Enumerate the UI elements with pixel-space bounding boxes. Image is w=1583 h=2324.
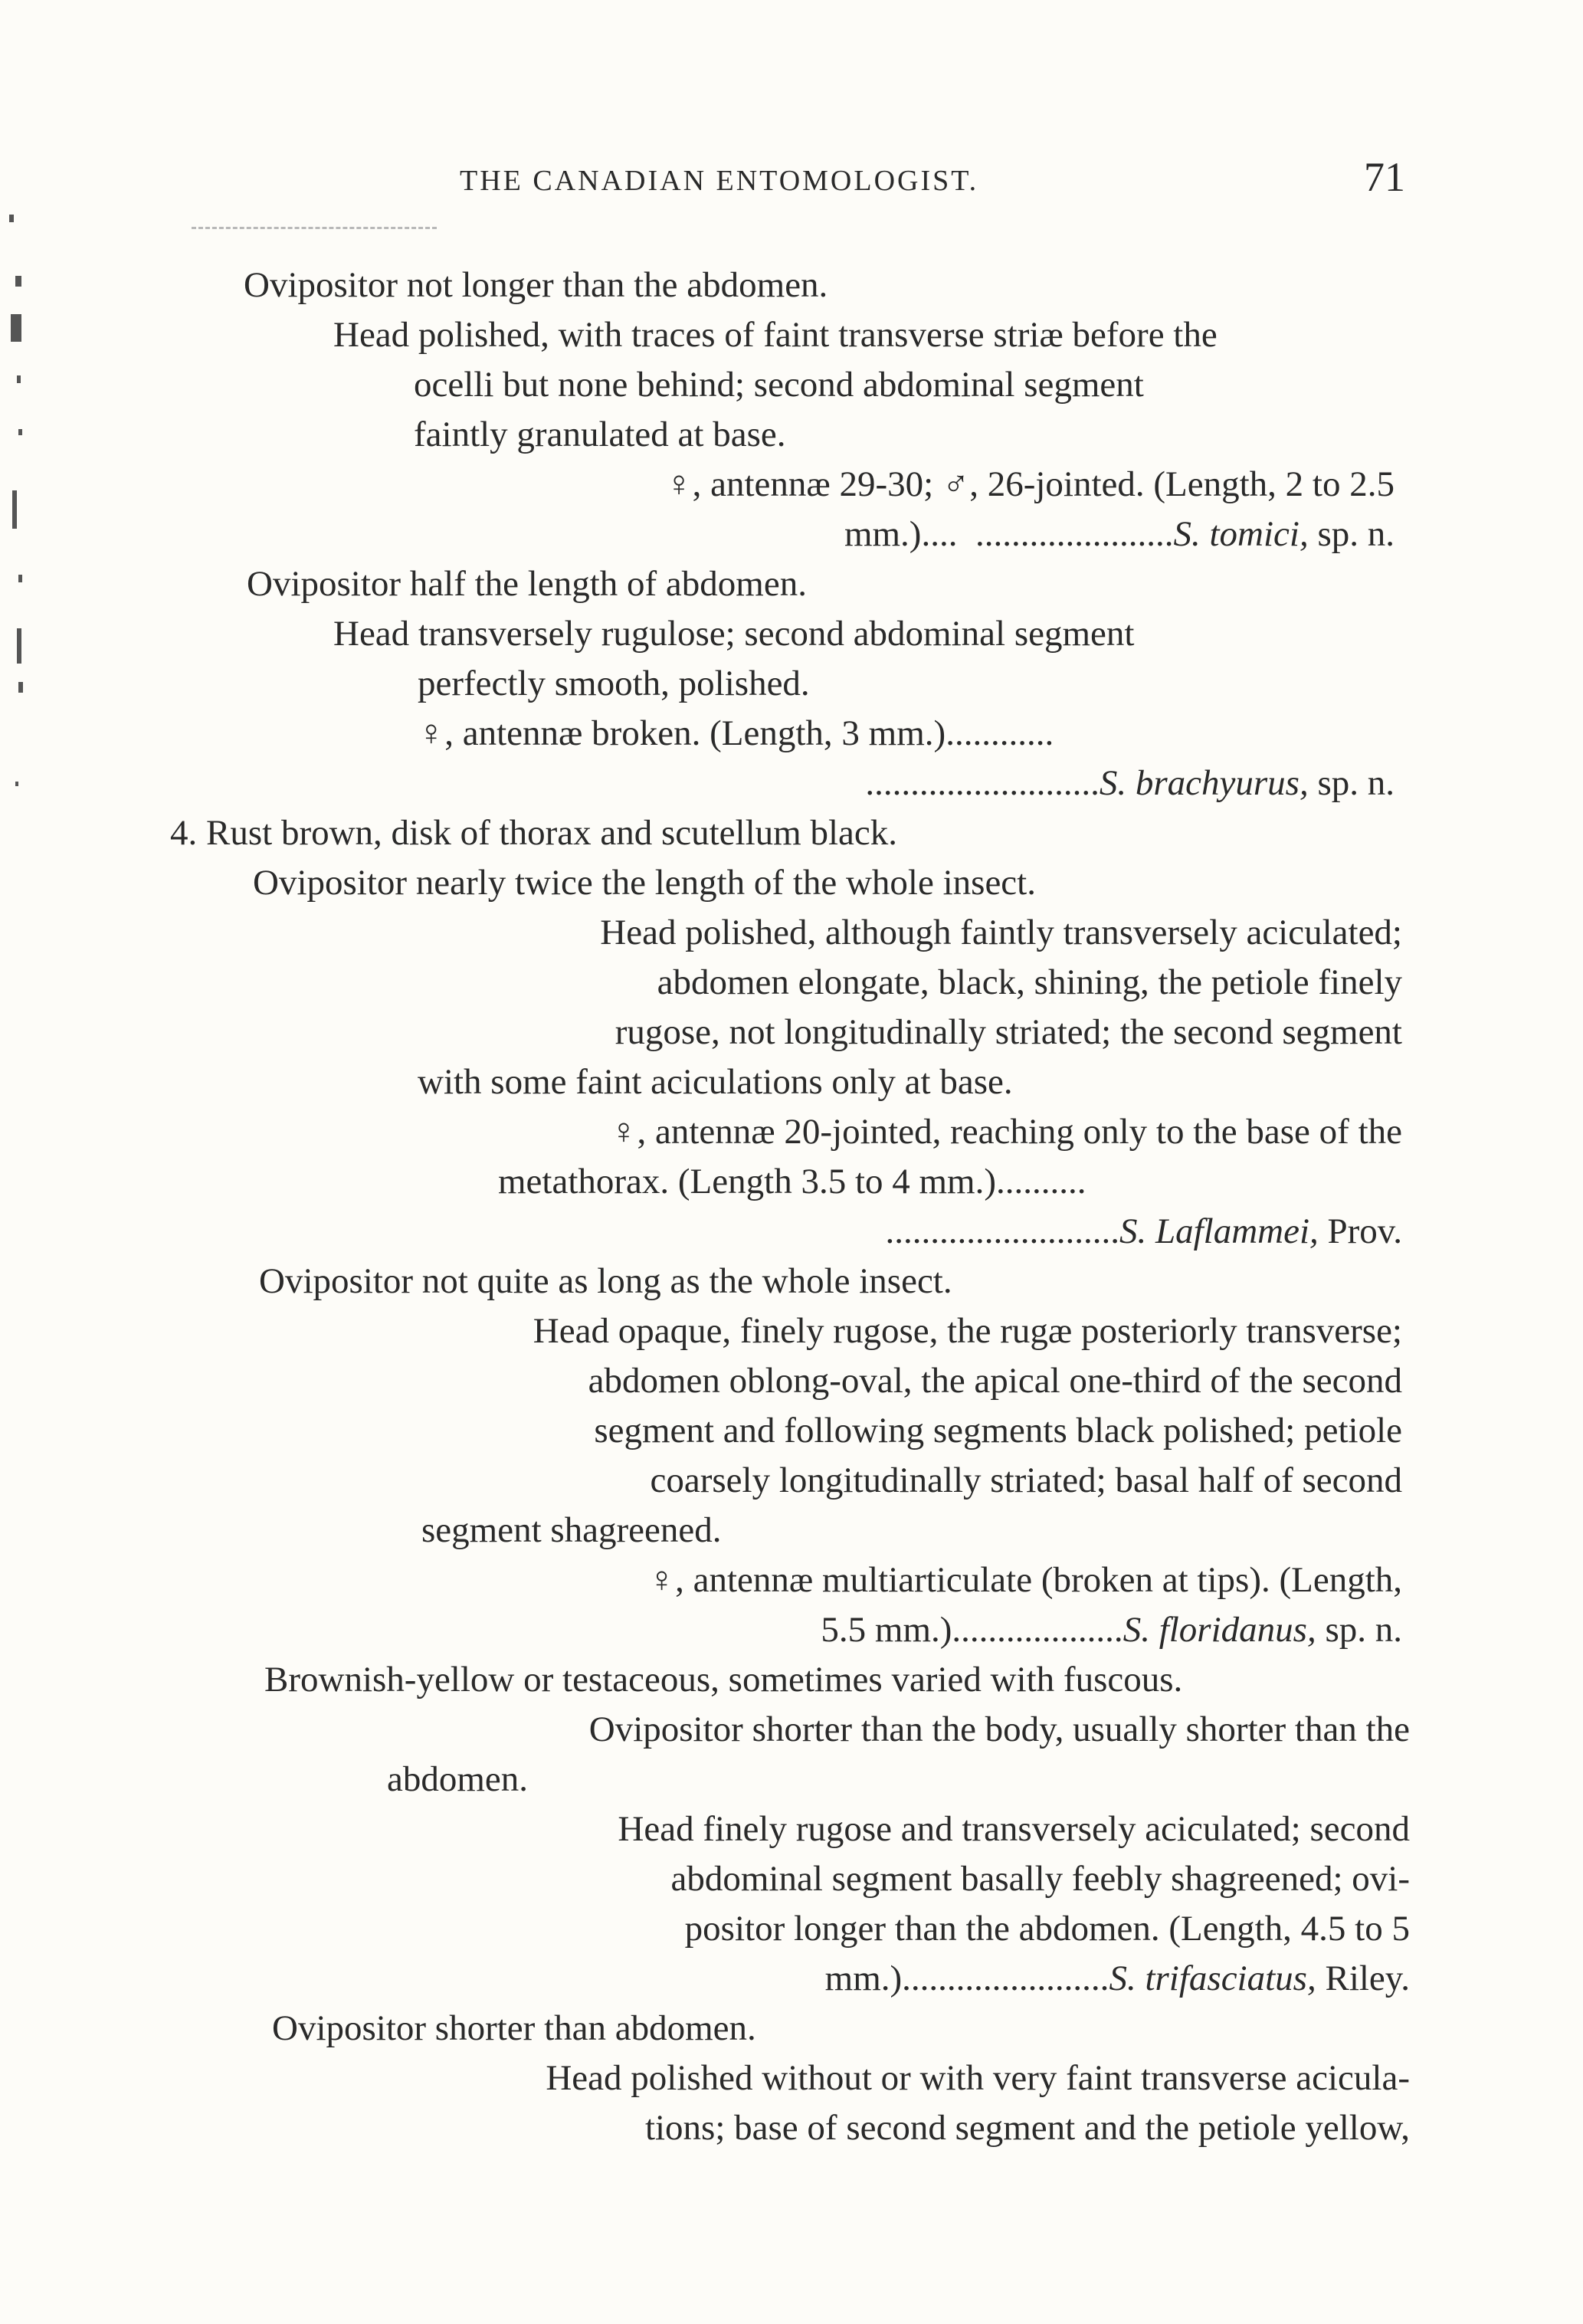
key-line-species (475, 1955, 1410, 2001)
key-line (421, 1557, 1402, 1603)
line-text: ♀, antennæ broken. (Length, 3 mm.)............ (418, 713, 1054, 753)
key-line (414, 411, 785, 457)
line-text: Ovipositor not quite as long as the whole insect. (259, 1261, 952, 1301)
header-rule (192, 227, 437, 229)
line-text: ♀, antennæ 20-jointed, reaching only to the base of the (610, 1112, 1402, 1152)
key-line (421, 1358, 1402, 1404)
key-line (333, 910, 1402, 955)
key-line (247, 561, 807, 607)
species-authority: Prov. (1318, 1211, 1402, 1251)
key-line (259, 1258, 952, 1304)
line-text: Head transversely rugulose; second abdominal segment (333, 614, 1135, 654)
line-text: segment shagreened. (421, 1510, 722, 1550)
line-text: ocelli but none behind; second abdominal segment (414, 365, 1144, 405)
species-name: S. brachyurus, (1099, 763, 1309, 803)
line-text: Head finely rugose and transversely aciculated; second (618, 1809, 1410, 1849)
key-line (354, 2055, 1410, 2101)
margin-specks (8, 199, 38, 812)
key-line (421, 1408, 1402, 1454)
key-line (264, 1657, 1182, 1703)
species-name: S. floridanus, (1123, 1610, 1316, 1650)
line-text: abdomen. (387, 1759, 529, 1799)
line-text: mm.).... ...................... (844, 514, 1174, 554)
line-text: Ovipositor shorter than abdomen. (272, 2008, 756, 2048)
line-text: Ovipositor half the length of abdomen. (247, 564, 807, 604)
line-text: ♀, antennæ 29-30; ♂, 26-jointed. (Length, 2 to 2.5 (665, 464, 1395, 504)
key-line (337, 1308, 1402, 1354)
line-text: faintly granulated at base. (414, 415, 786, 454)
key-line (475, 1856, 1410, 1902)
line-text: Head polished, although faintly transversely aciculated; (600, 913, 1402, 952)
species-name: S. tomici, (1173, 514, 1309, 554)
line-text: with some faint aciculations only at base. (418, 1062, 1013, 1102)
key-line (475, 1906, 1410, 1952)
line-text: Head opaque, finely rugose, the rugæ posteriorly transverse; (533, 1311, 1402, 1351)
line-text: Head polished, with traces of faint transverse striæ before the (333, 315, 1218, 355)
key-line-species (418, 760, 1395, 806)
line-text: 5.5 mm.)................... (821, 1610, 1123, 1650)
key-line (418, 959, 1402, 1005)
key-line (387, 1756, 528, 1802)
line-text: abdomen elongate, black, shining, the petiole finely (657, 962, 1402, 1002)
line-text: abdominal segment basally feebly shagreened; ovi- (670, 1859, 1410, 1899)
line-text: rugose, not longitudinally striated; the second segment (615, 1012, 1402, 1052)
key-line (333, 312, 1218, 358)
line-text: Ovipositor nearly twice the length of the whole insect. (253, 863, 1036, 903)
species-authority: sp. n. (1316, 1610, 1402, 1650)
key-line (418, 1109, 1402, 1155)
running-title: THE CANADIAN ENTOMOLOGIST. (460, 165, 979, 197)
key-line (421, 1457, 1402, 1503)
key-line (414, 461, 1395, 507)
species-name: S. trifasciatus, (1109, 1959, 1316, 1998)
line-text: perfectly smooth, polished. (418, 664, 810, 703)
key-line (244, 262, 828, 308)
line-text: .......................... (885, 1211, 1119, 1251)
line-text: mm.)....................... (824, 1959, 1109, 1998)
key-line-species (452, 1607, 1402, 1653)
key-line (253, 860, 1036, 906)
key-line (429, 1806, 1410, 1852)
key-line (333, 611, 1134, 657)
line-text: ♀, antennæ multiarticulate (broken at tips). (Length, (647, 1560, 1402, 1600)
key-line (418, 2105, 1410, 2151)
line-text: coarsely longitudinally striated; basal half of second (650, 1460, 1402, 1500)
key-line (418, 710, 1054, 756)
key-line (414, 362, 1144, 408)
key-line (418, 1059, 1013, 1105)
line-text: Ovipositor shorter than the body, usually shorter than the (588, 1709, 1410, 1749)
species-name: S. Laflammei, (1119, 1211, 1319, 1251)
species-authority: sp. n. (1308, 514, 1395, 554)
line-text: metathorax. (Length 3.5 to 4 mm.).......... (498, 1162, 1086, 1201)
line-text: Brownish-yellow or testaceous, sometimes varied with fuscous. (264, 1660, 1183, 1700)
line-text: tions; base of second segment and the petiole yellow, (644, 2108, 1410, 2148)
line-text: .......................... (865, 763, 1100, 803)
key-line (418, 660, 810, 706)
key-line-species (498, 1208, 1402, 1254)
species-authority: sp. n. (1308, 763, 1395, 803)
line-text: 4. Rust brown, disk of thorax and scutellum black. (170, 813, 897, 853)
key-line (418, 1009, 1402, 1055)
line-text: Head polished without or with very faint transverse acicula- (546, 2058, 1410, 2098)
key-line (272, 2005, 756, 2051)
line-text: Ovipositor not longer than the abdomen. (244, 265, 828, 305)
species-authority: Riley. (1316, 1959, 1410, 1998)
line-text: abdomen oblong-oval, the apical one-third of the second (588, 1361, 1402, 1401)
key-line (498, 1159, 1086, 1205)
page-number: 71 (1364, 154, 1405, 200)
key-line-species (483, 511, 1395, 557)
line-text: segment and following segments black polished; petiole (594, 1411, 1402, 1450)
key-line (345, 1706, 1410, 1752)
key-line (170, 810, 897, 856)
key-line (421, 1507, 722, 1553)
line-text: positor longer than the abdomen. (Length, 4.5 to 5 (684, 1909, 1410, 1949)
